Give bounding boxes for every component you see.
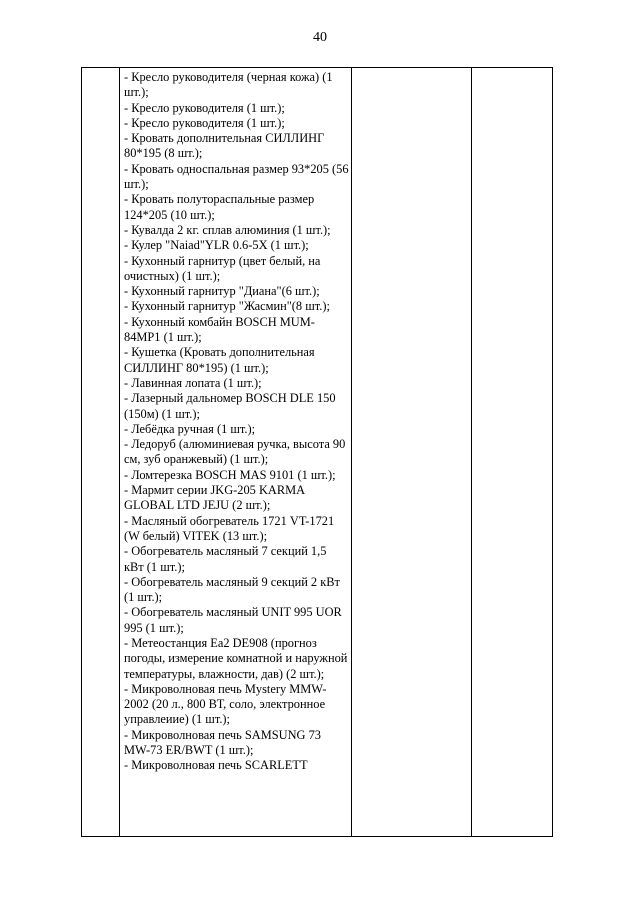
- list-item: - Масляный обогреватель 1721 VT-1721 (W белый) VITEK (13 шт.);: [124, 513, 335, 543]
- list-item: - Кресло руководителя (1 шт.);: [124, 100, 285, 115]
- table-row: [82, 68, 553, 837]
- items-list: [120, 68, 351, 774]
- list-item: - Кухонный гарнитур "Диана"(6 шт.);: [124, 284, 320, 299]
- list-item: - Кровать односпальная размер 93*205 (56 шт.);: [124, 161, 349, 192]
- items-cell: [120, 68, 352, 837]
- list-item: - Кухонный гарнитур (цвет белый, на очистных) (1 шт.);: [124, 253, 321, 283]
- list-item: - Кресло руководителя (1 шт.);: [124, 115, 285, 130]
- list-item: - Микроволновая печь SAMSUNG 73 MW-73 ER/BWT (1 шт.);: [124, 727, 321, 758]
- page-number: 40: [313, 30, 327, 45]
- empty-cell-4: [472, 68, 553, 837]
- list-item: - Обогреватель масляный 7 секций 1,5 кВт (1 шт.);: [124, 544, 327, 574]
- list-item: - Обогреватель масляный UNIT 995 UOR 995 (1 шт.);: [124, 605, 342, 635]
- list-item: - Кухонный комбайн BOSCH MUM-84MP1 (1 шт.);: [124, 314, 315, 345]
- list-item: - Лебёдка ручная (1 шт.);: [124, 421, 256, 436]
- list-item: - Обогреватель масляный 9 секций 2 кВт (1 шт.);: [124, 574, 340, 605]
- list-item: - Кушетка (Кровать дополнительная СИЛЛИНГ 80*195) (1 шт.);: [124, 345, 315, 375]
- list-item: - Ломтерезка BOSCH MAS 9101 (1 шт.);: [124, 467, 336, 482]
- list-item: - Кувалда 2 кг. сплав алюминия (1 шт.);: [124, 222, 331, 237]
- list-item: - Мармит серии JKG-205 KARMA GLOBAL LTD JEJU (2 шт.);: [124, 483, 305, 513]
- list-item: - Лазерный дальномер BOSCH DLE 150 (150м) (1 шт.);: [124, 391, 336, 421]
- list-item: - Ледоруб (алюминиевая ручка, высота 90 см, зуб оранжевый) (1 шт.);: [124, 437, 346, 467]
- inventory-table: [81, 67, 553, 837]
- list-item: - Микроволновая печь Mystery MMW-2002 (20 л., 800 ВТ, соло, электронное управлеиие) (1 шт.);: [124, 681, 327, 727]
- list-item: - Лавинная лопата (1 шт.);: [124, 375, 262, 390]
- empty-cell-3: [352, 68, 472, 837]
- number-cell: [82, 68, 120, 837]
- list-item: - Кулер "Naiad"YLR 0.6-5X (1 шт.);: [124, 238, 309, 253]
- list-item: - Кухонный гарнитур "Жасмин"(8 шт.);: [124, 299, 330, 314]
- list-item: - Кресло руководителя (черная кожа) (1 шт.);: [124, 70, 333, 100]
- list-item: - Кровать полутораспальные размер 124*205 (10 шт.);: [124, 192, 315, 222]
- list-item: - Кровать дополнительная СИЛЛИНГ 80*195 (8 шт.);: [124, 131, 325, 161]
- list-item: - Микроволновая печь SCARLETT: [124, 758, 308, 773]
- list-item: - Метеостанция Ea2 DE908 (прогноз погоды, измерение комнатной и наружной температуры, влажности, дав) (2 шт.);: [124, 635, 348, 681]
